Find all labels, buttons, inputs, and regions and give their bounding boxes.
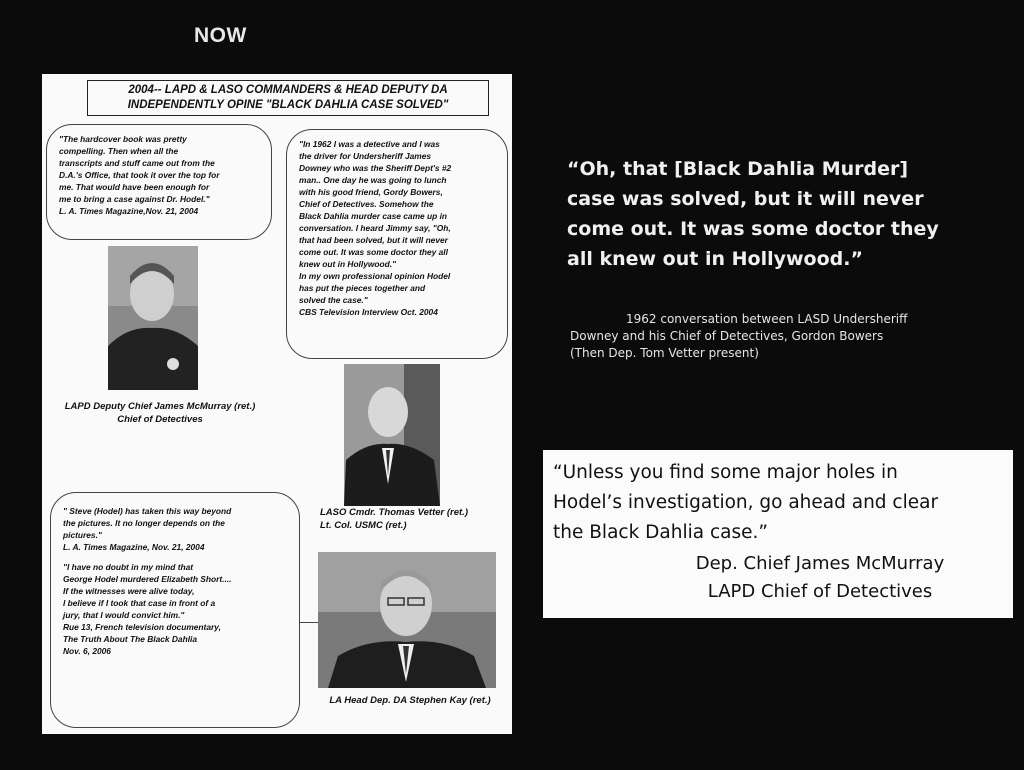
quote-line: that had been solved, but it will never [299, 235, 448, 245]
quote-line: George Hodel murdered Elizabeth Short.... [63, 574, 232, 584]
quote-mcmurray-box [543, 450, 1013, 618]
quote-source: The Truth About The Black Dahlia [63, 634, 198, 644]
portrait-image [108, 246, 198, 390]
quote-source: CBS Television Interview Oct. 2004 [299, 307, 438, 317]
quote-source: Rue 13, French television documentary, [63, 622, 221, 632]
caption-line: LA Head Dep. DA Stephen Kay (ret.) [329, 695, 491, 706]
quote-bubble-kay [50, 492, 300, 728]
quote-source: Nov. 6, 2006 [63, 646, 111, 656]
quote-line: knew out in Hollywood." [299, 259, 397, 269]
quote-source: L. A. Times Magazine,Nov. 21, 2004 [59, 206, 199, 216]
quote-attribution [570, 311, 990, 362]
photo-mcmurray [108, 246, 198, 390]
quote-signature [553, 550, 1003, 606]
quote-line: the Black Dahlia case.” [553, 522, 768, 543]
caption-line: LAPD Deputy Chief James McMurray (ret.) [64, 401, 256, 412]
portrait-image [344, 364, 440, 506]
attribution-line: 1962 conversation between LASD Undersheriff [626, 312, 908, 326]
quote-line: me to bring a case against Dr. Hodel." [59, 194, 210, 204]
quote-line: I believe if I took that case in front of a [63, 598, 216, 608]
attribution-line: (Then Dep. Tom Vetter present) [570, 346, 759, 360]
quote-line: jury, that I would convict him." [63, 610, 185, 620]
attribution-line: Downey and his Chief of Detectives, Gordon Bowers [570, 329, 884, 343]
spacer [63, 553, 287, 561]
quote-line: Downey who was the Sheriff Dept's #2 [299, 163, 452, 173]
quote-line: "The hardcover book was pretty [59, 134, 187, 144]
quote-line: In my own professional opinion Hodel [299, 271, 451, 281]
document-title-line: INDEPENDENTLY OPINE "BLACK DAHLIA CASE SOLVED" [127, 99, 449, 111]
quote-line: compelling. Then when all the [59, 146, 179, 156]
signature-line: Dep. Chief James McMurray [695, 553, 945, 574]
signature-line: LAPD Chief of Detectives [707, 581, 933, 602]
caption-kay [310, 694, 510, 707]
quote-line: "I have no doubt in my mind that [63, 562, 194, 572]
portrait-image [318, 552, 496, 688]
page-heading: NOW [194, 24, 247, 47]
quote-line: conversation. I heard Jimmy say, "Oh, [299, 223, 451, 233]
quote-line: Chief of Detectives. Somehow the [299, 199, 434, 209]
quote-line: me. That would have been enough for [59, 182, 210, 192]
quote-line: D.A.'s Office, that took it over the top for [59, 170, 220, 180]
quote-line: the driver for Undersheriff James [299, 151, 432, 161]
quote-line: with his good friend, Gordy Bowers, [299, 187, 443, 197]
quote-line: pictures." [63, 530, 102, 540]
quote-mcmurray [553, 458, 1003, 548]
quote-downey [567, 154, 987, 274]
document-title-line: 2004-- LAPD & LASO COMMANDERS & HEAD DEPUTY DA [128, 84, 448, 96]
photo-kay [318, 552, 496, 688]
quote-line: solved the case." [299, 295, 368, 305]
quote-line: man.. One day he was going to lunch [299, 175, 447, 185]
caption-mcmurray [42, 400, 278, 426]
quote-line: "In 1962 I was a detective and I was [299, 139, 440, 149]
document-page [42, 74, 512, 734]
quote-line: come out. It was some doctor they [567, 218, 939, 240]
quote-line: all knew out in Hollywood.” [567, 248, 863, 270]
caption-vetter [312, 506, 520, 532]
caption-line: Chief of Detectives [117, 414, 203, 425]
quote-line: transcripts and stuff came out from the [59, 158, 215, 168]
caption-line: LASO Cmdr. Thomas Vetter (ret.) [320, 507, 468, 518]
document-title [87, 80, 489, 116]
quote-bubble-cbs [286, 129, 508, 359]
quote-line: the pictures. It no longer depends on the [63, 518, 225, 528]
quote-line: come out. It was some doctor they all [299, 247, 448, 257]
quote-line: has put the pieces together and [299, 283, 426, 293]
quote-line: Hodel’s investigation, go ahead and clear [553, 492, 939, 513]
quote-line: “Oh, that [Black Dahlia Murder] [567, 158, 909, 180]
caption-line: Lt. Col. USMC (ret.) [320, 520, 407, 531]
quote-line: If the witnesses were alive today, [63, 586, 195, 596]
quote-line: " Steve (Hodel) has taken this way beyond [63, 506, 232, 516]
quote-line: case was solved, but it will never [567, 188, 924, 210]
quote-source: L. A. Times Magazine, Nov. 21, 2004 [63, 542, 205, 552]
quote-bubble-times [46, 124, 272, 240]
quote-line: Black Dahlia murder case came up in [299, 211, 448, 221]
photo-vetter [344, 364, 440, 506]
quote-line: “Unless you find some major holes in [553, 462, 898, 483]
